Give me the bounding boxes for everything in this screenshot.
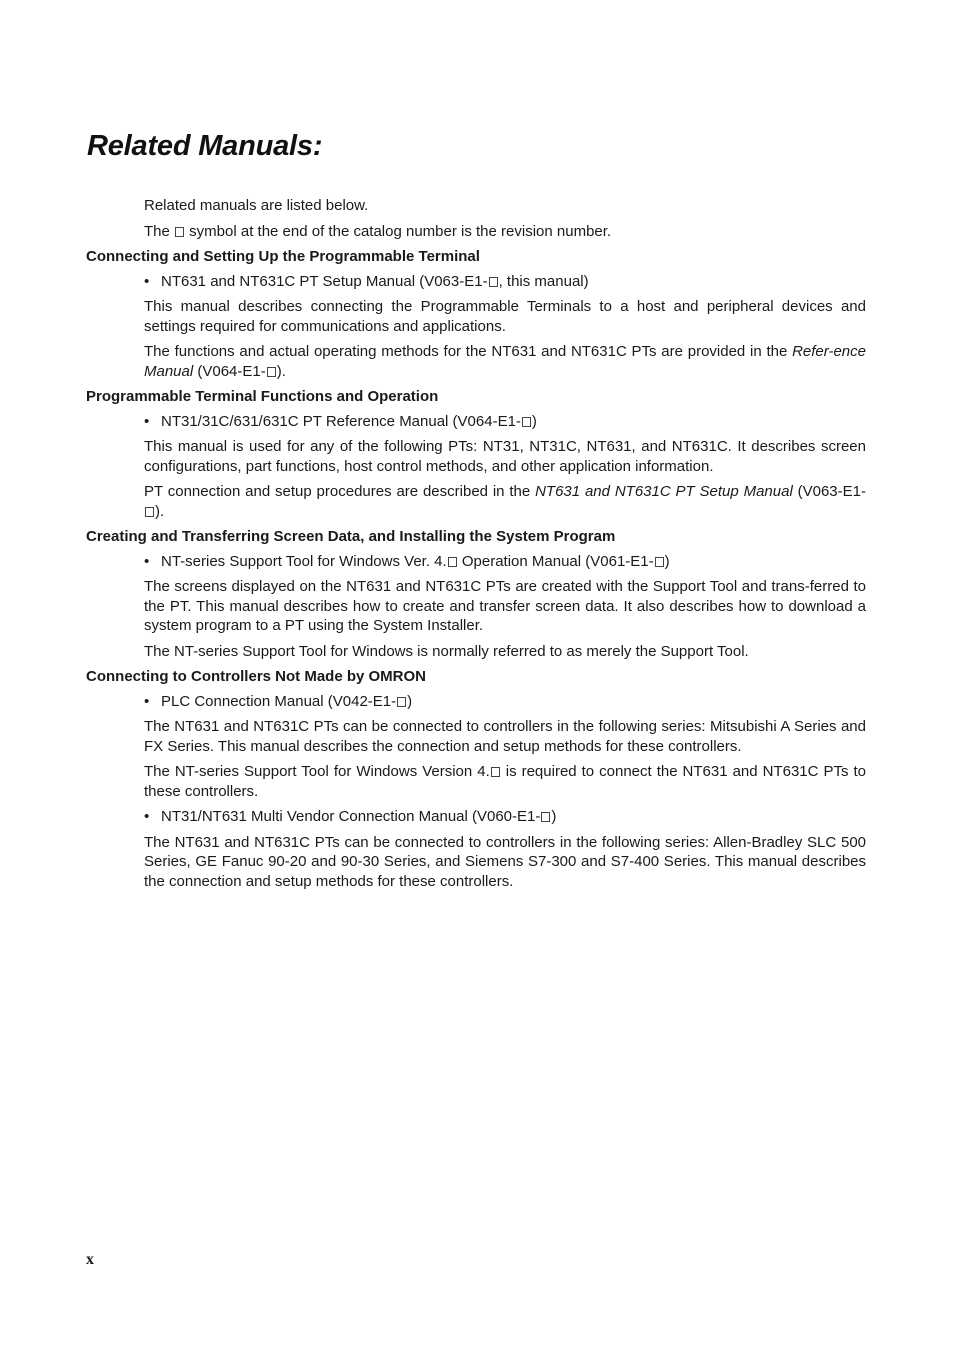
revision-box-icon <box>267 367 276 377</box>
section-heading-screen-data: Creating and Transferring Screen Data, and Installing the System Program <box>86 528 616 545</box>
section-paragraph: PT connection and setup procedures are described in the NT631 and NT631C PT Setup Manual (V063-E1-). <box>144 483 866 520</box>
revision-box-icon <box>541 812 550 822</box>
revision-box-icon <box>491 767 500 777</box>
list-item <box>144 692 866 712</box>
page-title: Related Manuals: <box>87 130 323 162</box>
manual-title: PLC Connection Manual (V042-E1- ) <box>161 692 413 710</box>
bullet-icon: • <box>144 692 150 710</box>
bullet-icon: • <box>144 412 150 430</box>
bullet-icon: • <box>144 552 150 570</box>
intro-line-1: Related manuals are listed below. <box>144 197 369 214</box>
section-paragraph: The NT-series Support Tool for Windows Version 4. is required to connect the NT631 and NT631C PTs to these controllers. <box>144 763 866 800</box>
bullet-icon: • <box>144 808 150 825</box>
revision-box-icon <box>489 277 498 287</box>
revision-box-icon <box>145 507 154 517</box>
revision-box-icon <box>175 227 184 237</box>
section-paragraph: The functions and actual operating methods for the NT631 and NT631C PTs are provided in the Refer-ence Manual (V064-E1- ). <box>144 343 866 380</box>
section-paragraph: This manual describes connecting the Programmable Terminals to a host and peripheral devices and settings required for communications and applications. <box>144 298 866 335</box>
revision-box-icon <box>397 697 406 707</box>
manual-title: NT31/NT631 Multi Vendor Connection Manual (V060-E1- ) <box>161 808 557 825</box>
section-heading-setup: Connecting and Setting Up the Programmable Terminal <box>86 248 480 265</box>
section-paragraph: The screens displayed on the NT631 and NT631C PTs are created with the Support Tool and trans-ferred to the PT. This manual describes how to create and transfer screen data. It also describes how to download a system program to a PT using the System Installer. <box>144 578 866 634</box>
intro-line-2: The symbol at the end of the catalog number is the revision number. <box>144 222 612 240</box>
list-item <box>144 272 866 292</box>
revision-box-icon <box>655 557 664 567</box>
page-number: x <box>86 1251 94 1268</box>
section-paragraph: The NT631 and NT631C PTs can be connected to controllers in the following series: Mitsubishi A Series and FX Series. This manual describes the connection and setup methods for these controllers. <box>144 718 866 755</box>
manual-title: NT-series Support Tool for Windows Ver. 4. Operation Manual (V061-E1- ) <box>161 552 670 570</box>
list-item <box>144 807 866 827</box>
section-paragraph: This manual is used for any of the following PTs: NT31, NT31C, NT631, and NT631C. It describes screen configurations, part functions, host control methods, and other application information. <box>144 438 866 475</box>
main-content <box>86 196 866 897</box>
bullet-icon: • <box>144 272 150 290</box>
section-heading-controllers: Connecting to Controllers Not Made by OMRON <box>86 668 426 685</box>
list-item <box>144 552 866 572</box>
section-paragraph: The NT631 and NT631C PTs can be connected to controllers in the following series: Allen-Bradley SLC 500 Series, GE Fanuc 90-20 and 90-30 Series, and Siemens S7-300 and S7-400 Series. This manual describes the connection and setup methods for these controllers. <box>144 833 866 890</box>
section-heading-functions: Programmable Terminal Functions and Operation <box>86 388 439 405</box>
section-paragraph: The NT-series Support Tool for Windows is normally referred to as merely the Support Tool. <box>144 642 749 660</box>
revision-box-icon <box>448 557 457 567</box>
manual-title: NT631 and NT631C PT Setup Manual (V063-E1- , this manual) <box>161 272 589 290</box>
manual-title: NT31/31C/631/631C PT Reference Manual (V064-E1- ) <box>161 412 537 430</box>
list-item <box>144 412 866 432</box>
revision-box-icon <box>522 417 531 427</box>
